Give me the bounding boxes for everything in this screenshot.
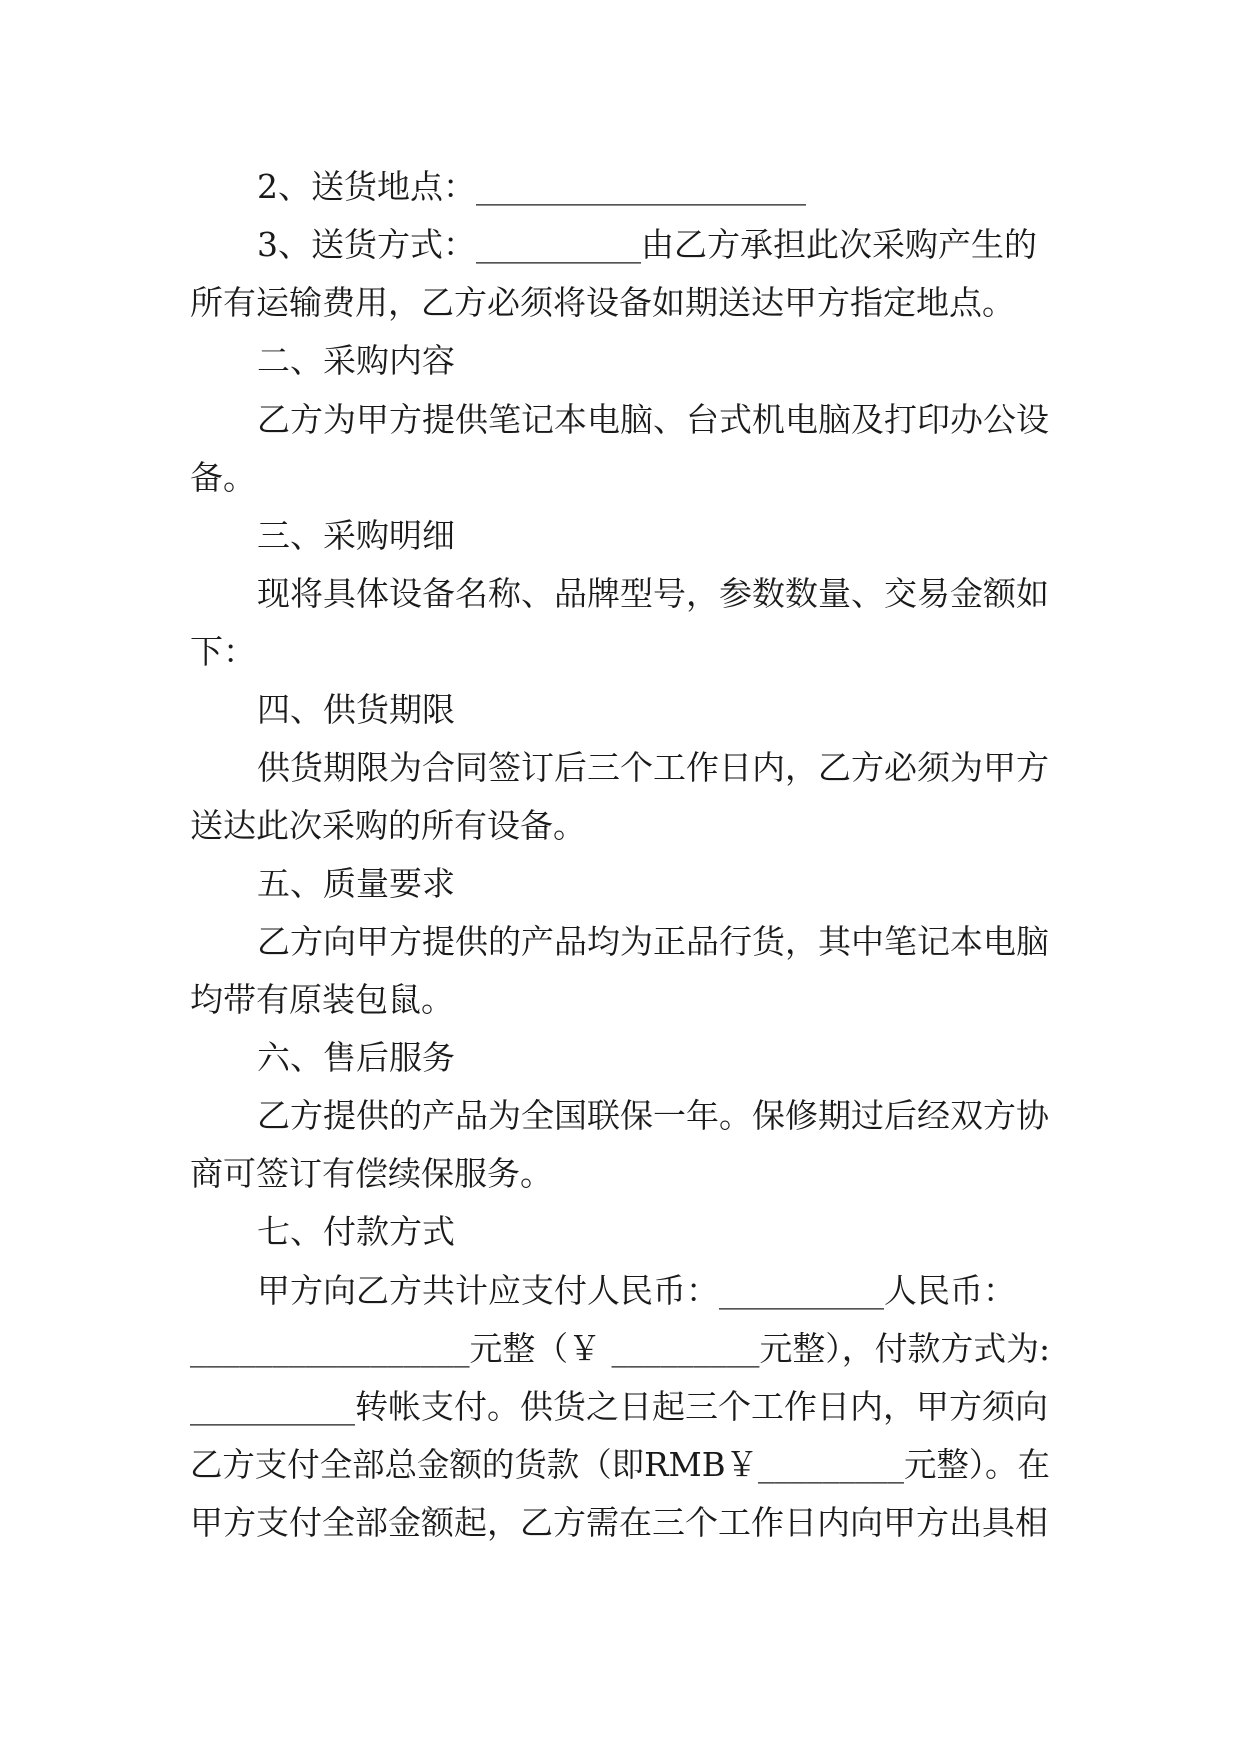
line-delivery-location: 2、送货地点：____________________ xyxy=(257,167,806,206)
line-payment-4: 乙方支付全部总金额的货款（即RMB￥_________元整）。在 xyxy=(190,1445,1050,1484)
line-payment-5: 甲方支付全部金额起，乙方需在三个工作日内向甲方出具相 xyxy=(190,1503,1048,1542)
line-quality-2: 均带有原装包鼠。 xyxy=(190,980,454,1019)
heading-supply-period: 四、供货期限 xyxy=(257,690,455,729)
heading-payment: 七、付款方式 xyxy=(257,1212,455,1251)
line-after-sales-2: 商可签订有偿续保服务。 xyxy=(190,1154,553,1193)
line-content-1: 乙方为甲方提供笔记本电脑、台式机电脑及打印办公设 xyxy=(257,400,1049,439)
line-details-2: 下： xyxy=(190,632,256,671)
heading-procurement-content: 二、采购内容 xyxy=(257,341,455,380)
line-payment-3: __________转帐支付。供货之日起三个工作日内，甲方须向 xyxy=(190,1387,1048,1426)
line-payment-2: _________________元整（￥ _________元整），付款方式为: xyxy=(190,1329,1051,1368)
line-content-2: 备。 xyxy=(190,458,256,497)
line-supply-2: 送达此次采购的所有设备。 xyxy=(190,806,586,845)
line-quality-1: 乙方向甲方提供的产品均为正品行货，其中笔记本电脑 xyxy=(257,922,1049,961)
heading-quality: 五、质量要求 xyxy=(257,864,455,903)
line-supply-1: 供货期限为合同签订后三个工作日内，乙方必须为甲方 xyxy=(257,748,1049,787)
line-payment-1: 甲方向乙方共计应支付人民币：__________人民币： xyxy=(257,1271,1016,1310)
line-delivery-method: 3、送货方式：__________由乙方承担此次采购产生的 xyxy=(257,225,1037,264)
line-details-1: 现将具体设备名称、品牌型号，参数数量、交易金额如 xyxy=(257,574,1049,613)
line-after-sales-1: 乙方提供的产品为全国联保一年。保修期过后经双方协 xyxy=(257,1096,1049,1135)
line-shipping-costs: 所有运输费用，乙方必须将设备如期送达甲方指定地点。 xyxy=(190,283,1015,322)
heading-after-sales: 六、售后服务 xyxy=(257,1038,455,1077)
heading-procurement-details: 三、采购明细 xyxy=(257,516,455,555)
